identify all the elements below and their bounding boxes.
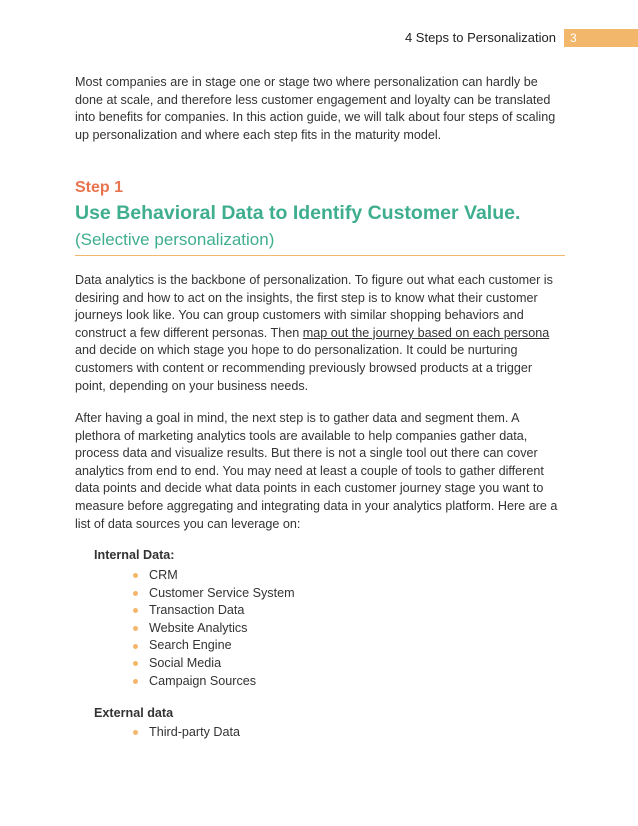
list-item	[133, 673, 295, 691]
bullet-icon	[133, 573, 138, 578]
paragraph-text: Data analytics is the backbone of personalization. To figure out what each customer is desiring and how to act on the insights, the first step is to know what their customer journeys look like. You can group customers with similar shopping behaviors and construct a few different personas. Then	[75, 273, 553, 340]
list-item-label: Social Media	[149, 655, 222, 670]
list-item-label: Transaction Data	[149, 603, 245, 618]
body-paragraph-2: After having a goal in mind, the next step is to gather data and segment them. A plethora of marketing analytics tools are available to help companies gather data, process data and visualize results. But there is not a single tool out there can cover analytics from end to end. You may need at least a couple of tools to gather different data points and decide what data points in each customer journey stage you want to measure before aggregating and integrating data in your analytics platform. Here are a list of data sources you can leverage on:	[75, 411, 558, 531]
list-item	[133, 602, 295, 620]
body-paragraph-1	[75, 272, 565, 395]
bullet-icon	[133, 591, 138, 596]
list-item	[133, 567, 295, 585]
list-item	[133, 724, 240, 742]
bullet-icon	[133, 730, 138, 735]
list-item-label: Campaign Sources	[149, 673, 257, 688]
bullet-icon	[133, 679, 138, 684]
paragraph-text: and decide on which stage you hope to do personalization. It could be nurturing customers with content or recommending previously browsed products at a trigger point, depending on your business needs.	[75, 343, 533, 393]
list-item	[133, 655, 295, 673]
intro-paragraph: Most companies are in stage one or stage two where personalization can hardly be done at scale, and therefore less customer engagement and loyalty can be translated into benefits for companies. In this action guide, we will talk about four steps of scaling up personalization and where each step fits in the maturity model.	[75, 75, 556, 142]
section-divider	[75, 255, 565, 256]
list-item-label: Website Analytics	[149, 620, 248, 635]
page-header	[405, 29, 638, 47]
list-item	[133, 585, 295, 603]
internal-data-list	[133, 567, 295, 690]
header-title: 4 Steps to Personalization	[404, 30, 556, 45]
step-title: Use Behavioral Data to Identify Customer Value.	[75, 202, 521, 224]
list-item-label: Customer Service System	[149, 585, 295, 600]
bullet-icon	[133, 626, 138, 631]
step-subtitle: (Selective personalization)	[75, 230, 275, 249]
list-item-label: Third-party Data	[149, 725, 240, 739]
list-item	[133, 637, 295, 655]
page-number: 3	[564, 29, 638, 47]
internal-data-heading: Internal Data:	[94, 548, 175, 562]
bullet-icon	[133, 644, 138, 649]
list-item-label: CRM	[149, 568, 178, 582]
list-item-label: Search Engine	[149, 638, 232, 653]
external-data-heading: External data	[94, 706, 174, 720]
list-item	[133, 620, 295, 638]
external-data-list	[133, 724, 240, 742]
step-label: Step 1	[75, 179, 124, 196]
bullet-icon	[133, 608, 138, 613]
bullet-icon	[133, 661, 138, 666]
persona-journey-link[interactable]: map out the journey based on each persona	[302, 325, 550, 340]
